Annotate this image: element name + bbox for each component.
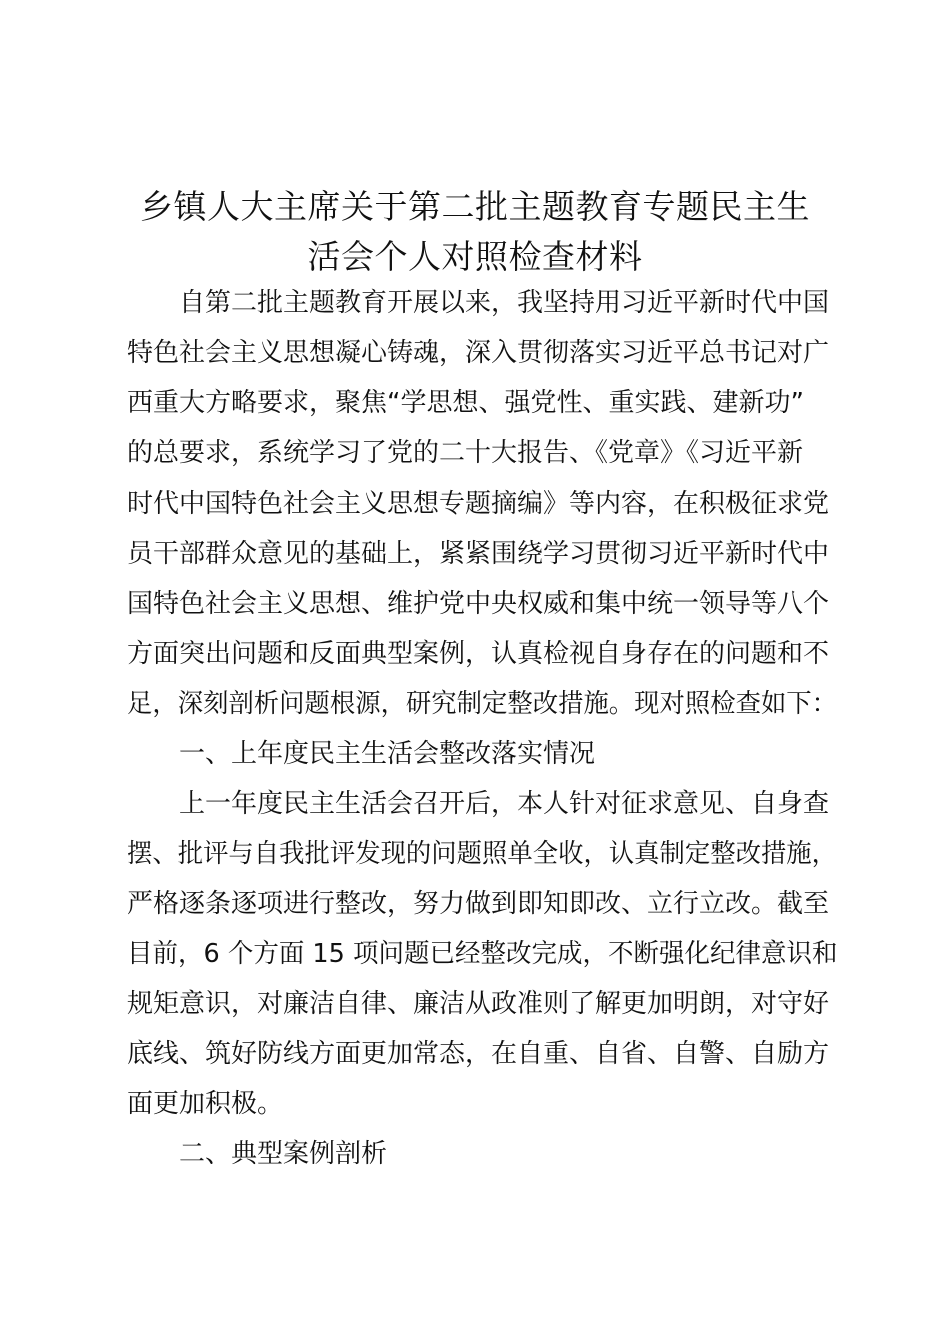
section-heading-2: 二、典型案例剖析 [179, 1139, 388, 1169]
paragraph-1-line-2: 特色社会主义思想凝心铸魂，深入贯彻落实习近平总书记对广 [127, 338, 830, 368]
paragraph-2-line-4: 目前，6 个方面 15 项问题已经整改完成，不断强化纪律意识和 [127, 939, 838, 969]
paragraph-1-line-6: 员干部群众意见的基础上，紧紧围绕学习贯彻习近平新时代中 [127, 539, 830, 569]
paragraph-1-line-1: 自第二批主题教育开展以来，我坚持用习近平新时代中国 [179, 288, 830, 318]
paragraph-2-line-7: 面更加积极。 [127, 1089, 284, 1119]
paragraph-2-line-3: 严格逐条逐项进行整改，努力做到即知即改、立行立改。截至 [127, 889, 830, 919]
section-heading-1: 一、上年度民主生活会整改落实情况 [179, 739, 596, 769]
paragraph-1-line-7: 国特色社会主义思想、维护党中央权威和集中统一领导等八个 [127, 589, 830, 619]
paragraph-1-line-4: 的总要求，系统学习了党的二十大报告、《党章》《习近平新 [127, 438, 804, 468]
paragraph-2-line-2: 摆、批评与自我批评发现的问题照单全收，认真制定整改措施， [127, 839, 838, 869]
paragraph-2-line-5: 规矩意识，对廉洁自律、廉洁从政准则了解更加明朗，对守好 [127, 989, 830, 1019]
title-line-2: 活会个人对照检查材料 [307, 237, 643, 276]
document-title [100, 182, 850, 282]
paragraph-1-line-8: 方面突出问题和反面典型案例，认真检视自身存在的问题和不 [127, 639, 830, 669]
title-line-1: 乡镇人大主席关于第二批主题教育专题民主生 [140, 187, 810, 226]
paragraph-1-line-3: 西重大方略要求，聚焦“学思想、强党性、重实践、建新功” [127, 388, 804, 418]
paragraph-2-line-1: 上一年度民主生活会召开后，本人针对征求意见、自身查 [179, 789, 830, 819]
paragraph-1-line-5: 时代中国特色社会主义思想专题摘编》等内容，在积极征求党 [127, 489, 830, 519]
paragraph-1-line-9: 足，深刻剖析问题根源，研究制定整改措施。现对照检查如下： [127, 689, 838, 719]
paragraph-2-line-6: 底线、筑好防线方面更加常态，在自重、自省、自警、自励方 [127, 1039, 830, 1069]
